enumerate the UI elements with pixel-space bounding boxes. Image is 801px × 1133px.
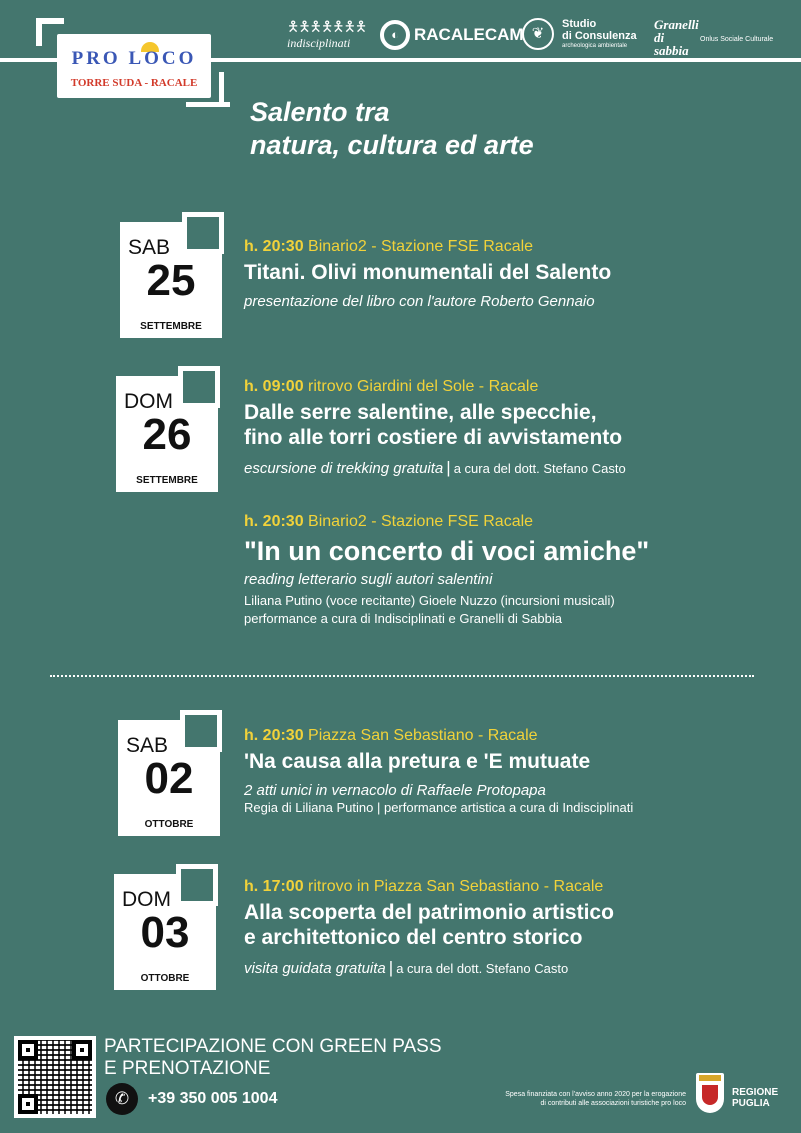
event-title: 'Na causa alla pretura e 'E mutuate <box>244 750 591 773</box>
event-place: ritrovo Giardini del Sole - Racale <box>308 378 539 395</box>
event-time: h. 20:30 <box>244 727 304 744</box>
sponsor-granelli-sub: Onlus Sociale Culturale <box>700 36 774 43</box>
funding-line2: di contributi alle associazioni turistiche pro loco <box>540 1100 686 1107</box>
funding-note <box>440 1090 686 1108</box>
event-time: h. 20:30 <box>244 238 304 255</box>
whatsapp-icon[interactable]: ✆ <box>106 1083 138 1115</box>
logo-frame-side <box>219 72 224 107</box>
date-day: 26 <box>142 410 192 459</box>
event-place: ritrovo in Piazza San Sebastiano - Racale <box>308 878 604 895</box>
region-label <box>732 1087 778 1109</box>
phone-number[interactable]: +39 350 005 1004 <box>148 1090 278 1107</box>
region-line1: REGIONE <box>732 1087 779 1098</box>
date-box-1 <box>120 212 232 338</box>
date-corner <box>180 710 222 752</box>
event-note-line2: performance a cura di Indisciplinati e Granelli di Sabbia <box>244 611 562 626</box>
section-divider <box>50 675 754 677</box>
date-month: SETTEMBRE <box>136 475 198 486</box>
date-dow: SAB <box>128 236 171 259</box>
date-month: SETTEMBRE <box>140 321 202 332</box>
title-line1: Salento tra <box>250 97 390 127</box>
funding-line1: Spesa finanziata con l'avviso anno 2020 per la erogazione <box>505 1091 686 1098</box>
people-icon: 🯅🯅🯅🯅🯅🯅🯅 <box>287 18 367 34</box>
event-1 <box>244 238 611 310</box>
sponsor-racalecam-label: RACALECAM <box>414 25 524 44</box>
date-box-4 <box>118 710 230 836</box>
sponsor-indisciplinati-label: indisciplinati <box>287 36 351 50</box>
event-place: Binario2 - Stazione FSE Racale <box>308 513 534 530</box>
date-month: OTTOBRE <box>144 819 194 830</box>
event-time: h. 09:00 <box>244 378 304 395</box>
event-title-line1: Alla scoperta del patrimonio artistico <box>244 901 614 924</box>
event-title-line1: Dalle serre salentine, alle specchie, <box>244 401 597 424</box>
event-place: Binario2 - Stazione FSE Racale <box>308 238 534 255</box>
event-time: h. 17:00 <box>244 878 304 895</box>
sponsor-racalecam <box>380 20 524 50</box>
date-box-2 <box>116 366 228 492</box>
event-title: Titani. Olivi monumentali del Salento <box>244 261 612 284</box>
leaf-icon: ❦ <box>522 18 554 50</box>
regione-puglia-emblem-icon <box>696 1073 724 1113</box>
date-dow: DOM <box>124 390 173 413</box>
event-desc: escursione di trekking gratuita <box>244 460 444 477</box>
event-note-line1: Liliana Putino (voce recitante) Gioele Nuzzo (incursioni musicali) <box>244 593 615 608</box>
date-day: 03 <box>140 908 190 957</box>
sponsor-studio-line1: Studio <box>562 18 597 30</box>
event-title-line2: fino alle torri costiere di avvistamento <box>244 426 623 449</box>
event-desc-extra: a cura del dott. Stefano Casto <box>396 961 569 976</box>
sponsor-granelli <box>654 18 773 57</box>
event-desc-extra: a cura del dott. Stefano Casto <box>453 461 626 476</box>
participation-line2: E PRENOTAZIONE <box>104 1058 271 1079</box>
event-time: h. 20:30 <box>244 513 304 530</box>
date-box-5 <box>114 864 226 990</box>
sponsor-studio <box>522 18 637 50</box>
sponsor-studio-line2: di Consulenza <box>562 30 637 42</box>
date-day: 02 <box>144 754 194 803</box>
sponsor-studio-line3: archeologica ambientale <box>562 43 628 49</box>
region-line2: PUGLIA <box>732 1098 770 1109</box>
event-5: h. 17:00 ritrovo in Piazza San Sebastiano - Racale Alla scoperta del patrimonio artistico e architettonico del centro storico visita guidata gratuita | a cura del dott. Stefano Casto <box>244 878 614 977</box>
racalecam-icon: ◐ <box>380 20 410 50</box>
participation-line1: PARTECIPAZIONE CON GREEN PASS <box>104 1036 442 1057</box>
date-day: 25 <box>146 256 196 305</box>
sponsor-granelli-label: Granelli di sabbia <box>654 17 699 58</box>
date-corner <box>182 212 224 254</box>
title-line2: natura, cultura ed arte <box>250 130 534 160</box>
logo-sub: TORRE SUDA - RACALE <box>70 77 198 89</box>
participation-note <box>104 1036 442 1080</box>
event-desc: reading letterario sugli autori salentini <box>244 571 493 588</box>
event-3 <box>244 513 649 628</box>
date-dow: SAB <box>126 734 169 757</box>
sponsor-indisciplinati <box>287 16 366 51</box>
event-desc: 2 atti unici in vernacolo di Raffaele Protopapa <box>244 782 546 799</box>
date-month: OTTOBRE <box>140 973 190 984</box>
date-dow: DOM <box>122 888 171 911</box>
date-corner <box>176 864 218 906</box>
proloco-logo <box>57 34 211 98</box>
date-corner <box>178 366 220 408</box>
event-note-line1: Regia di Liliana Putino | performance artistica a cura di Indisciplinati <box>244 800 634 815</box>
event-title-line2: e architettonico del centro storico <box>244 926 583 949</box>
event-desc: visita guidata gratuita <box>244 960 386 977</box>
page-title <box>250 96 534 162</box>
qr-code-icon[interactable] <box>14 1036 96 1118</box>
event-title: "In un concerto di voci amiche" <box>244 536 650 566</box>
event-place: Piazza San Sebastiano - Racale <box>308 727 538 744</box>
event-4 <box>244 727 633 817</box>
event-2: h. 09:00 ritrovo Giardini del Sole - Racale Dalle serre salentine, alle specchie, fino alle torri costiere di avvistamento escursione di trekking gratuita | a cura del dott. Stefano Casto <box>244 378 626 477</box>
logo-name: PRO LOCO <box>71 48 197 69</box>
event-desc: presentazione del libro con l'autore Roberto Gennaio <box>244 293 595 310</box>
